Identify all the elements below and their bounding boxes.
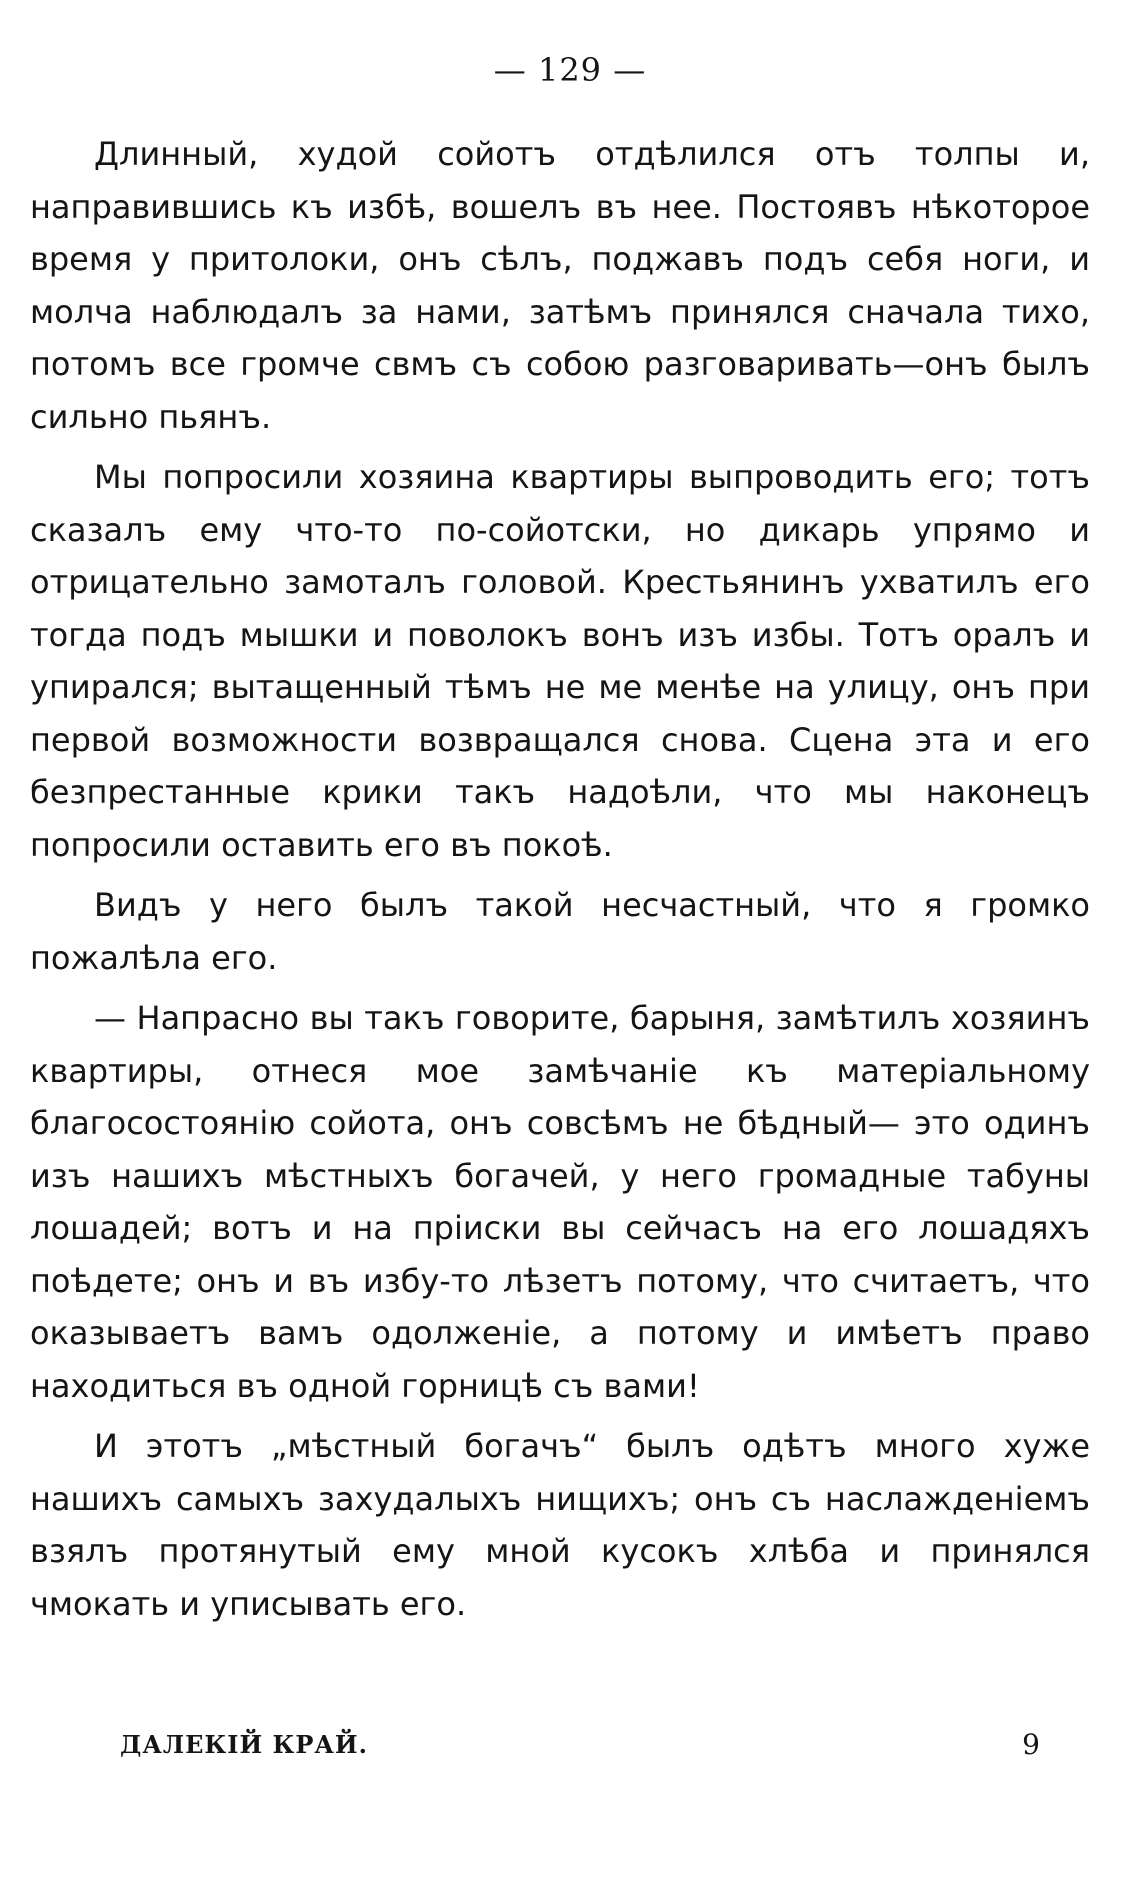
body-text — [30, 128, 1090, 1638]
page-number: — 129 — — [493, 51, 647, 89]
paragraph-1: Длинный, худой сойотъ отдѣлился отъ толпы и, направившись къ избѣ, вошелъ въ нее. Постоявъ нѣкоторое время у притолоки, онъ сѣлъ, поджавъ подъ себя ноги, и молча наблюдалъ за нами, затѣмъ принялся сначала тихо, потомъ все громче свмъ съ собою разговаривать—онъ былъ сильно пьянъ. — [30, 135, 1090, 436]
paragraph-4: — Напрасно вы такъ говорите, барыня, замѣтилъ хозяинъ квартиры, отнеся мое замѣчаніе къ матеріальному благосостоянію сойота, онъ совсѣмъ не бѣдный— это одинъ изъ нашихъ мѣстныхъ богачей, у него громадные табуны лошадей; вотъ и на пріиски вы сейчасъ на его лошадяхъ поѣдете; онъ и въ избу-то лѣзетъ потому, что считаетъ, что оказываетъ вамъ одолженіе, а потому и имѣетъ право находиться въ одной горницѣ съ вами! — [30, 999, 1090, 1405]
footer-signature-number: 9 — [1022, 1728, 1040, 1761]
paragraph-3: Видъ у него былъ такой несчастный, что я громко пожалѣла его. — [30, 886, 1090, 977]
paragraph-2: Мы попросили хозяина квартиры выпроводить его; тотъ сказалъ ему что-то по-сойотски, но дикарь упрямо и отрицательно замоталъ головой. Крестьянинъ ухватилъ его тогда подъ мышки и поволокъ вонъ изъ избы. Тотъ оралъ и упирался; вытащенный тѣмъ не ме менѣе на улицу, онъ при первой возможности возвращался снова. Сцена эта и его безпрестанные крики такъ надоѣли, что мы наконецъ попросили оставить его въ покоѣ. — [30, 458, 1090, 864]
footer-book-title: ДАЛЕКІЙ КРАЙ. — [120, 1730, 368, 1759]
paragraph-5: И этотъ „мѣстный богачъ“ былъ одѣтъ много хуже нашихъ самыхъ захудалыхъ нищихъ; онъ съ наслажденіемъ взялъ протянутый ему мной кусокъ хлѣба и принялся чмокать и уписывать его. — [30, 1427, 1090, 1623]
